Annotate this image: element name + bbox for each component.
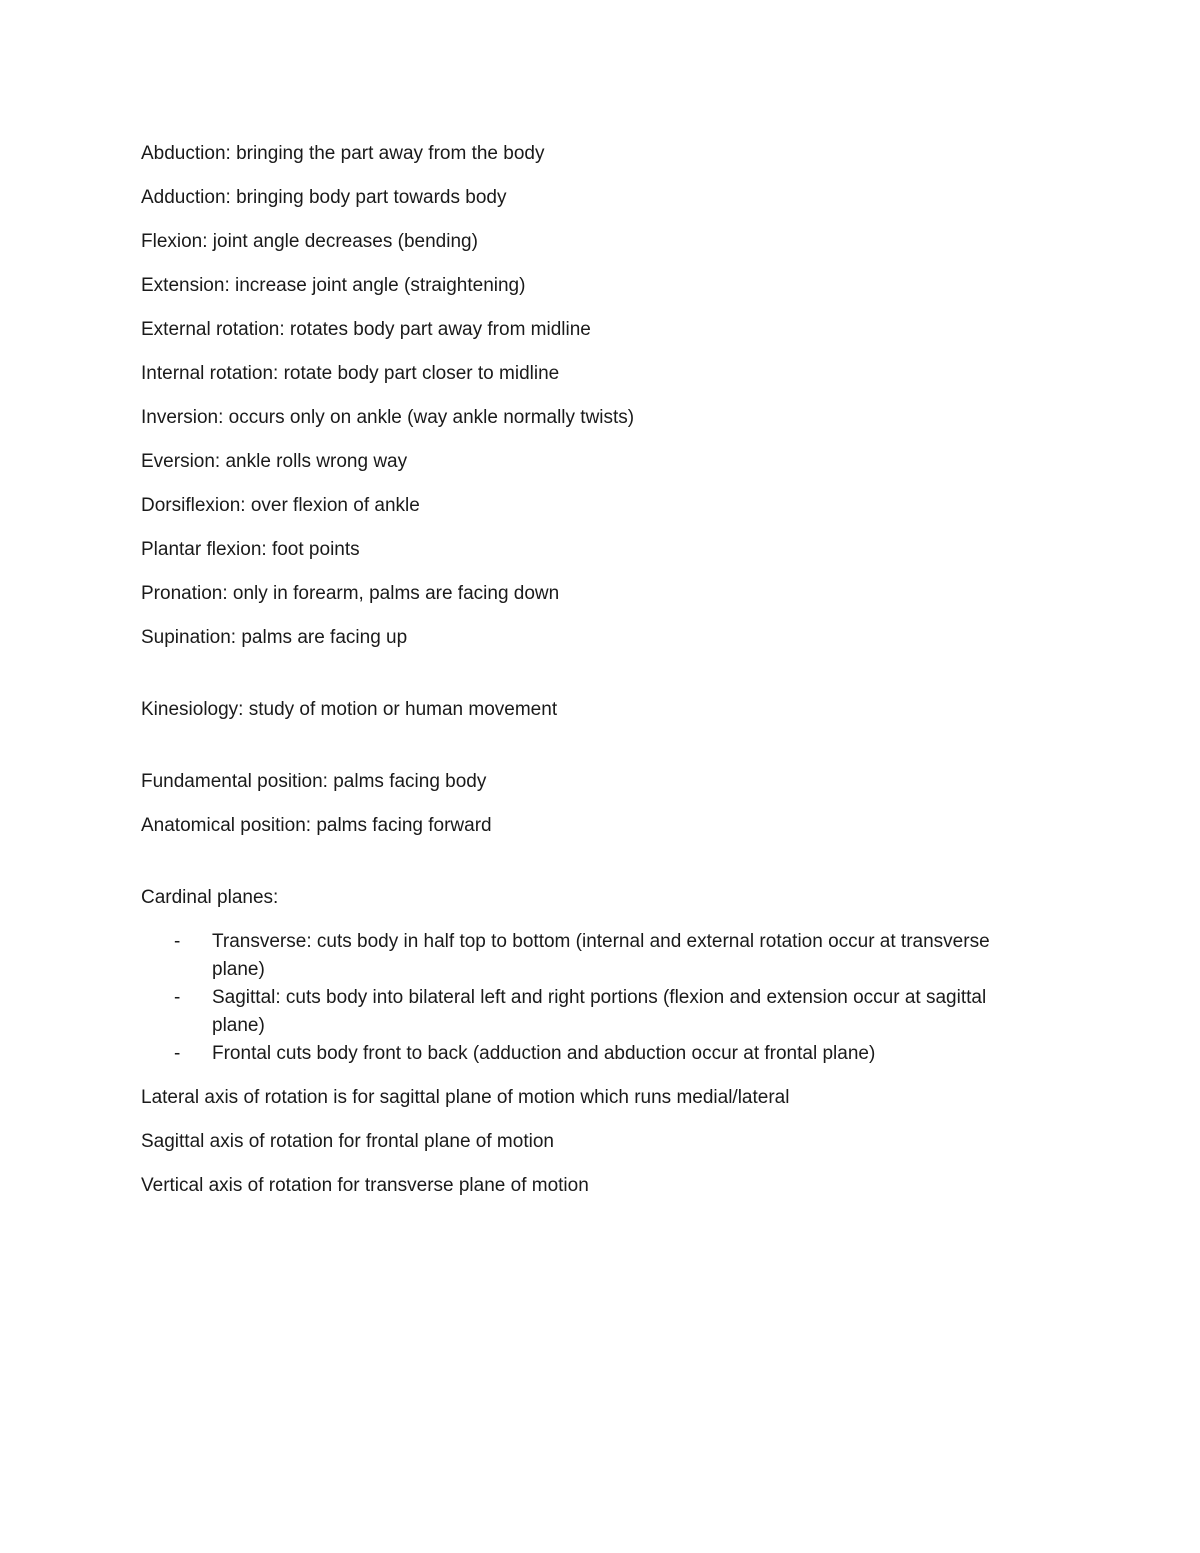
cardinal-planes-heading: Cardinal planes:	[141, 887, 279, 908]
definition-extension: Extension: increase joint angle (straightening)	[141, 275, 526, 296]
definition-anatomical-position: Anatomical position: palms facing forward	[141, 815, 492, 836]
definition-adduction: Adduction: bringing body part towards body	[141, 187, 507, 208]
bullet-dash: -	[174, 987, 181, 1008]
definition-dorsiflexion: Dorsiflexion: over flexion of ankle	[141, 495, 420, 516]
definition-inversion: Inversion: occurs only on ankle (way ankle normally twists)	[141, 407, 635, 428]
definition-kinesiology: Kinesiology: study of motion or human movement	[141, 699, 558, 720]
definition-eversion: Eversion: ankle rolls wrong way	[141, 451, 408, 472]
cardinal-planes-list	[141, 928, 1041, 1068]
list-item	[141, 928, 1041, 984]
definition-plantar-flexion: Plantar flexion: foot points	[141, 539, 360, 560]
definition-supination: Supination: palms are facing up	[141, 627, 408, 648]
bullet-dash: -	[174, 931, 181, 952]
plane-frontal: Frontal cuts body front to back (adduction and abduction occur at frontal plane)	[212, 1043, 876, 1064]
definition-flexion: Flexion: joint angle decreases (bending)	[141, 231, 478, 252]
definition-abduction: Abduction: bringing the part away from the body	[141, 143, 545, 164]
plane-sagittal: Sagittal: cuts body into bilateral left and right portions (flexion and extension occur at sagittal plane)	[212, 987, 987, 1036]
document-body	[141, 140, 1041, 1216]
axis-sagittal: Sagittal axis of rotation for frontal plane of motion	[141, 1131, 554, 1152]
definition-fundamental-position: Fundamental position: palms facing body	[141, 771, 487, 792]
axis-vertical: Vertical axis of rotation for transverse plane of motion	[141, 1175, 589, 1196]
definition-external-rotation: External rotation: rotates body part away from midline	[141, 319, 591, 340]
list-item	[141, 984, 1041, 1040]
definition-pronation: Pronation: only in forearm, palms are facing down	[141, 583, 560, 604]
plane-transverse: Transverse: cuts body in half top to bottom (internal and external rotation occur at transverse plane)	[212, 931, 990, 980]
axis-lateral: Lateral axis of rotation is for sagittal plane of motion which runs medial/lateral	[141, 1087, 790, 1108]
list-item	[141, 1040, 1041, 1068]
bullet-dash: -	[174, 1043, 181, 1064]
definition-internal-rotation: Internal rotation: rotate body part closer to midline	[141, 363, 560, 384]
